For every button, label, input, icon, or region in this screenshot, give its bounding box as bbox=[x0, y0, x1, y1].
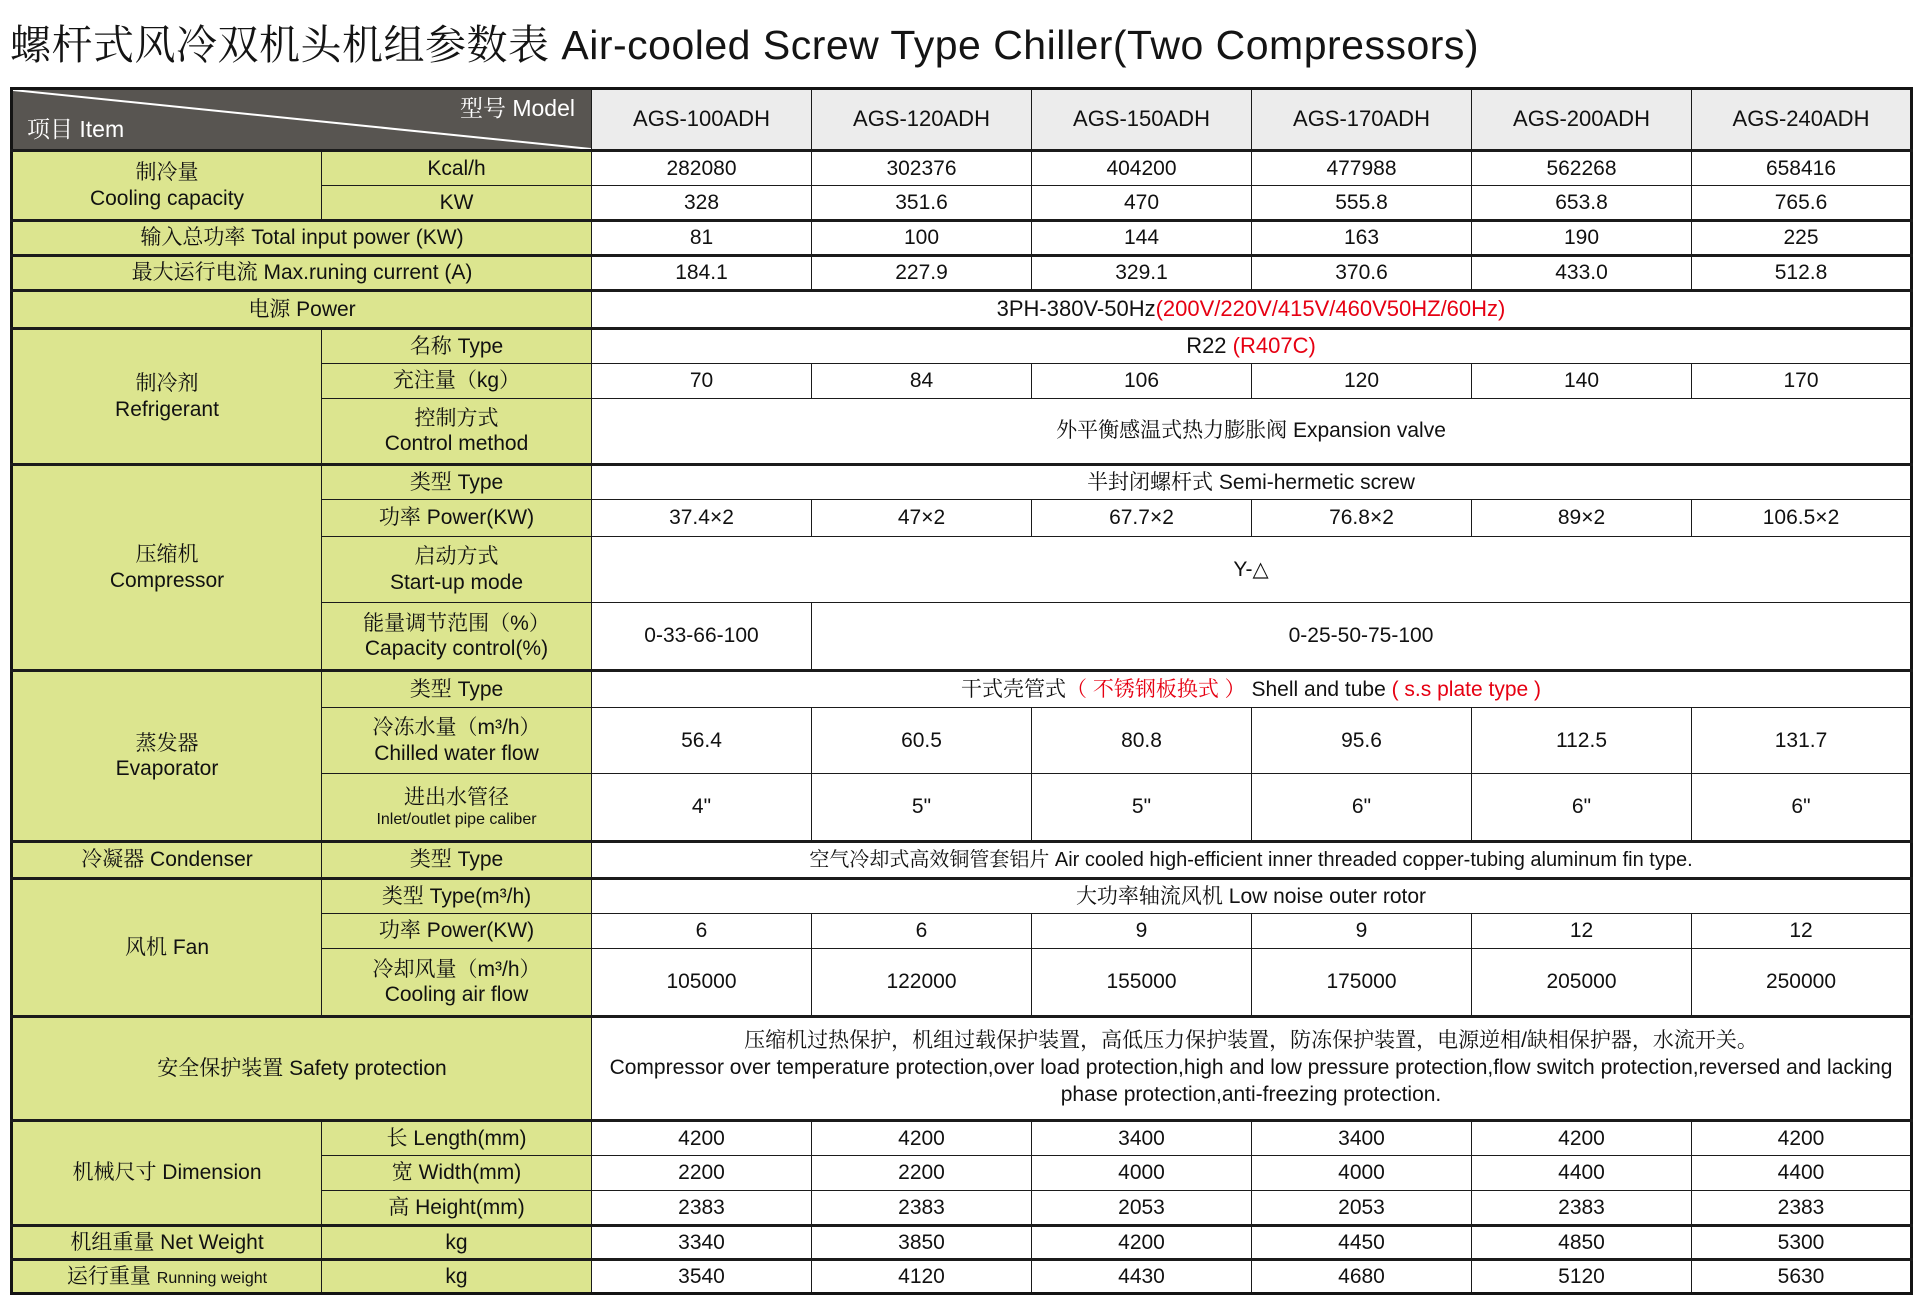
value-cell: 175000 bbox=[1252, 949, 1472, 1017]
value-cell: 80.8 bbox=[1032, 708, 1252, 774]
safety-line-en: Compressor over temperature protection,over load protection,high and low pressure protection,flow switch protection,reversed and lacking phase protection,anti-freezing protection. bbox=[609, 1056, 1893, 1106]
row-label: 机组重量 Net Weight bbox=[12, 1226, 322, 1260]
group-label-en: Compressor bbox=[109, 568, 225, 592]
value-cell: 302376 bbox=[812, 151, 1032, 186]
sub-label bbox=[322, 708, 592, 774]
group-label-cn: 制冷量 bbox=[135, 161, 199, 185]
sub-label: 功率 Power(KW) bbox=[322, 500, 592, 537]
capacity-rest-value: 0-25-50-75-100 bbox=[812, 603, 1912, 671]
row-label bbox=[12, 1260, 322, 1294]
power-supply-black: 3PH-380V-50Hz bbox=[996, 296, 1156, 322]
group-label-compressor bbox=[12, 465, 322, 671]
sub-label-cn: 进出水管径 bbox=[404, 785, 509, 809]
sub-label bbox=[322, 949, 592, 1017]
sub-label-cn: 冷却风量（m³/h） bbox=[372, 957, 541, 981]
value-cell: 225 bbox=[1692, 221, 1912, 256]
sub-label: 名称 Type bbox=[322, 329, 592, 364]
value-cell: 282080 bbox=[592, 151, 812, 186]
header-row bbox=[12, 89, 1912, 151]
row-label-en: Running weight bbox=[156, 1269, 268, 1287]
value-cell: 2053 bbox=[1032, 1191, 1252, 1226]
row-refrigerant-name bbox=[12, 329, 1912, 364]
control-method-value: 外平衡感温式热力膨胀阀 Expansion valve bbox=[592, 399, 1912, 465]
value-cell: 163 bbox=[1252, 221, 1472, 256]
value-cell: 2383 bbox=[592, 1191, 812, 1226]
value-cell: 227.9 bbox=[812, 256, 1032, 291]
group-label-en: Cooling capacity bbox=[89, 186, 245, 210]
value-cell: 3400 bbox=[1032, 1121, 1252, 1156]
value-cell: 131.7 bbox=[1692, 708, 1912, 774]
value-cell: 562268 bbox=[1472, 151, 1692, 186]
value-cell: 89×2 bbox=[1472, 500, 1692, 537]
value-cell: 60.5 bbox=[812, 708, 1032, 774]
evap-black2: Shell and tube bbox=[1245, 677, 1392, 701]
value-cell: 512.8 bbox=[1692, 256, 1912, 291]
value-cell: 6 bbox=[592, 914, 812, 949]
page-title: 螺杆式风冷双机头机组参数表 Air-cooled Screw Type Chiller(Two Compressors) bbox=[10, 22, 1480, 68]
value-cell: 106.5×2 bbox=[1692, 500, 1912, 537]
value-cell: 67.7×2 bbox=[1032, 500, 1252, 537]
group-label-refrigerant bbox=[12, 329, 322, 465]
model-header: AGS-170ADH bbox=[1252, 89, 1472, 151]
group-label-cn: 压缩机 bbox=[135, 543, 199, 567]
value-cell: 4200 bbox=[1032, 1226, 1252, 1260]
model-header: AGS-200ADH bbox=[1472, 89, 1692, 151]
capacity-first-value: 0-33-66-100 bbox=[592, 603, 812, 671]
sub-label: 类型 Type bbox=[322, 842, 592, 879]
sub-label bbox=[322, 774, 592, 842]
value-cell: 477988 bbox=[1252, 151, 1472, 186]
model-header: AGS-240ADH bbox=[1692, 89, 1912, 151]
row-condenser bbox=[12, 842, 1912, 879]
value-cell: 4680 bbox=[1252, 1260, 1472, 1294]
value-cell: 2200 bbox=[592, 1156, 812, 1191]
unit-label: kg bbox=[322, 1226, 592, 1260]
row-max-current bbox=[12, 256, 1912, 291]
group-label-fan: 风机 Fan bbox=[12, 879, 322, 1017]
value-cell: 404200 bbox=[1032, 151, 1252, 186]
group-label-en: Refrigerant bbox=[115, 397, 219, 421]
row-label: 安全保护装置 Safety protection bbox=[12, 1017, 592, 1121]
row-dimension-length bbox=[12, 1121, 1912, 1156]
value-cell: 56.4 bbox=[592, 708, 812, 774]
value-cell: 2200 bbox=[812, 1156, 1032, 1191]
value-cell: 9 bbox=[1032, 914, 1252, 949]
value-cell: 105000 bbox=[592, 949, 812, 1017]
value-cell: 6 bbox=[812, 914, 1032, 949]
value-cell: 190 bbox=[1472, 221, 1692, 256]
value-cell: 100 bbox=[812, 221, 1032, 256]
group-label-cooling bbox=[12, 151, 322, 221]
evap-black1: 干式壳管式 bbox=[960, 677, 1066, 701]
value-cell: 170 bbox=[1692, 364, 1912, 399]
item-axis-label: 项目 Item bbox=[27, 116, 125, 143]
row-label: 最大运行电流 Max.runing current (A) bbox=[12, 256, 592, 291]
value-cell: 4430 bbox=[1032, 1260, 1252, 1294]
row-compressor-type bbox=[12, 465, 1912, 500]
row-evaporator-type bbox=[12, 671, 1912, 708]
safety-value bbox=[592, 1017, 1912, 1121]
value-cell: 122000 bbox=[812, 949, 1032, 1017]
value-cell: 70 bbox=[592, 364, 812, 399]
group-label-dimension: 机械尺寸 Dimension bbox=[12, 1121, 322, 1226]
value-cell: 81 bbox=[592, 221, 812, 256]
sub-label: 长 Length(mm) bbox=[322, 1121, 592, 1156]
sub-label: 功率 Power(KW) bbox=[322, 914, 592, 949]
row-net-weight bbox=[12, 1226, 1912, 1260]
group-label-en: Evaporator bbox=[115, 757, 219, 780]
safety-line-cn: 压缩机过热保护，机组过载保护装置，高低压力保护装置，防冻保护装置，电源逆相/缺相保护器，水流开关。 bbox=[744, 1029, 1758, 1053]
value-cell: 3340 bbox=[592, 1226, 812, 1260]
row-safety bbox=[12, 1017, 1912, 1121]
refrigerant-red: (R407C) bbox=[1232, 333, 1316, 359]
value-cell: 658416 bbox=[1692, 151, 1912, 186]
sub-label-cn: 启动方式 bbox=[414, 545, 499, 569]
value-cell: 653.8 bbox=[1472, 186, 1692, 221]
sub-label-cn: 能量调节范围（%） bbox=[363, 611, 550, 635]
value-cell: 2383 bbox=[812, 1191, 1032, 1226]
value-cell: 4200 bbox=[1692, 1121, 1912, 1156]
row-total-input-power bbox=[12, 221, 1912, 256]
row-running-weight bbox=[12, 1260, 1912, 1294]
value-cell: 205000 bbox=[1472, 949, 1692, 1017]
spec-table bbox=[10, 87, 1913, 1295]
startup-mode-value: Y-△ bbox=[592, 537, 1912, 603]
value-cell: 106 bbox=[1032, 364, 1252, 399]
unit-label: kg bbox=[322, 1260, 592, 1294]
sub-label: 类型 Type bbox=[322, 465, 592, 500]
group-label-cn: 蒸发器 bbox=[135, 731, 199, 755]
value-cell: 3400 bbox=[1252, 1121, 1472, 1156]
value-cell: 47×2 bbox=[812, 500, 1032, 537]
value-cell: 6" bbox=[1252, 774, 1472, 842]
sub-label-en: Cooling air flow bbox=[384, 983, 529, 1006]
sub-label bbox=[322, 537, 592, 603]
value-cell: 112.5 bbox=[1472, 708, 1692, 774]
group-label-cn: 制冷剂 bbox=[135, 372, 199, 396]
sub-label-cn: 控制方式 bbox=[414, 406, 499, 430]
value-cell: 95.6 bbox=[1252, 708, 1472, 774]
model-header: AGS-150ADH bbox=[1032, 89, 1252, 151]
value-cell: 120 bbox=[1252, 364, 1472, 399]
value-cell: 5" bbox=[1032, 774, 1252, 842]
value-cell: 765.6 bbox=[1692, 186, 1912, 221]
value-cell: 37.4×2 bbox=[592, 500, 812, 537]
value-cell: 4200 bbox=[592, 1121, 812, 1156]
sub-label-en: Inlet/outlet pipe caliber bbox=[376, 811, 537, 828]
sub-label-cn: 冷冻水量（m³/h） bbox=[372, 716, 541, 740]
value-cell: 84 bbox=[812, 364, 1032, 399]
row-power-supply bbox=[12, 291, 1912, 329]
value-cell: 2383 bbox=[1472, 1191, 1692, 1226]
value-cell: 4200 bbox=[1472, 1121, 1692, 1156]
sub-label: KW bbox=[322, 186, 592, 221]
value-cell: 329.1 bbox=[1032, 256, 1252, 291]
model-header: AGS-100ADH bbox=[592, 89, 812, 151]
value-cell: 5630 bbox=[1692, 1260, 1912, 1294]
value-cell: 12 bbox=[1692, 914, 1912, 949]
row-label: 电源 Power bbox=[12, 291, 592, 329]
value-cell: 3540 bbox=[592, 1260, 812, 1294]
sub-label: Kcal/h bbox=[322, 151, 592, 186]
value-cell: 4400 bbox=[1472, 1156, 1692, 1191]
model-axis-label: 型号 Model bbox=[459, 95, 575, 121]
header-diagonal-cell bbox=[12, 89, 592, 151]
value-cell: 144 bbox=[1032, 221, 1252, 256]
power-supply-red: (200V/220V/415V/460V50HZ/60Hz) bbox=[1155, 296, 1506, 322]
value-cell: 9 bbox=[1252, 914, 1472, 949]
value-cell: 4200 bbox=[812, 1121, 1032, 1156]
fan-type-value: 大功率轴流风机 Low noise outer rotor bbox=[592, 879, 1912, 914]
sub-label bbox=[322, 399, 592, 465]
value-cell: 4120 bbox=[812, 1260, 1032, 1294]
sub-label: 类型 Type(m³/h) bbox=[322, 879, 592, 914]
sub-label: 高 Height(mm) bbox=[322, 1191, 592, 1226]
value-cell: 2383 bbox=[1692, 1191, 1912, 1226]
condenser-type-value: 空气冷却式高效铜管套铝片 Air cooled high-efficient inner threaded copper-tubing aluminum fin type. bbox=[592, 842, 1912, 879]
group-label-condenser: 冷凝器 Condenser bbox=[12, 842, 322, 879]
value-cell: 5" bbox=[812, 774, 1032, 842]
value-cell: 4000 bbox=[1252, 1156, 1472, 1191]
value-cell: 76.8×2 bbox=[1252, 500, 1472, 537]
evaporator-type-value bbox=[592, 671, 1912, 708]
sub-label: 宽 Width(mm) bbox=[322, 1156, 592, 1191]
sub-label-en: Control method bbox=[384, 432, 529, 455]
value-cell: 155000 bbox=[1032, 949, 1252, 1017]
value-cell: 6" bbox=[1472, 774, 1692, 842]
value-cell: 370.6 bbox=[1252, 256, 1472, 291]
refrigerant-name-value bbox=[592, 329, 1912, 364]
evap-red1: （ 不锈钢板换式 ） bbox=[1065, 677, 1246, 701]
sub-label-en: Capacity control(%) bbox=[364, 637, 549, 660]
value-cell: 12 bbox=[1472, 914, 1692, 949]
row-cooling-kcal bbox=[12, 151, 1912, 186]
value-cell: 4" bbox=[592, 774, 812, 842]
sub-label-en: Start-up mode bbox=[389, 570, 524, 594]
value-cell: 140 bbox=[1472, 364, 1692, 399]
value-cell: 250000 bbox=[1692, 949, 1912, 1017]
compressor-type-value: 半封闭螺杆式 Semi-hermetic screw bbox=[592, 465, 1912, 500]
model-header: AGS-120ADH bbox=[812, 89, 1032, 151]
value-cell: 5120 bbox=[1472, 1260, 1692, 1294]
sub-label: 充注量（kg） bbox=[322, 364, 592, 399]
value-cell: 5300 bbox=[1692, 1226, 1912, 1260]
power-supply-value bbox=[592, 291, 1912, 329]
value-cell: 6" bbox=[1692, 774, 1912, 842]
refrigerant-black: R22 bbox=[1186, 333, 1233, 359]
value-cell: 555.8 bbox=[1252, 186, 1472, 221]
row-label-cn: 运行重量 bbox=[66, 1264, 151, 1288]
value-cell: 4850 bbox=[1472, 1226, 1692, 1260]
value-cell: 4400 bbox=[1692, 1156, 1912, 1191]
value-cell: 470 bbox=[1032, 186, 1252, 221]
evap-red2: ( s.s plate type ) bbox=[1391, 677, 1541, 701]
value-cell: 328 bbox=[592, 186, 812, 221]
row-label: 输入总功率 Total input power (KW) bbox=[12, 221, 592, 256]
group-label-evaporator bbox=[12, 671, 322, 842]
value-cell: 2053 bbox=[1252, 1191, 1472, 1226]
sub-label bbox=[322, 603, 592, 671]
row-fan-type bbox=[12, 879, 1912, 914]
value-cell: 3850 bbox=[812, 1226, 1032, 1260]
value-cell: 4450 bbox=[1252, 1226, 1472, 1260]
value-cell: 4000 bbox=[1032, 1156, 1252, 1191]
sub-label: 类型 Type bbox=[322, 671, 592, 708]
value-cell: 184.1 bbox=[592, 256, 812, 291]
value-cell: 433.0 bbox=[1472, 256, 1692, 291]
sub-label-en: Chilled water flow bbox=[374, 741, 539, 765]
value-cell: 351.6 bbox=[812, 186, 1032, 221]
